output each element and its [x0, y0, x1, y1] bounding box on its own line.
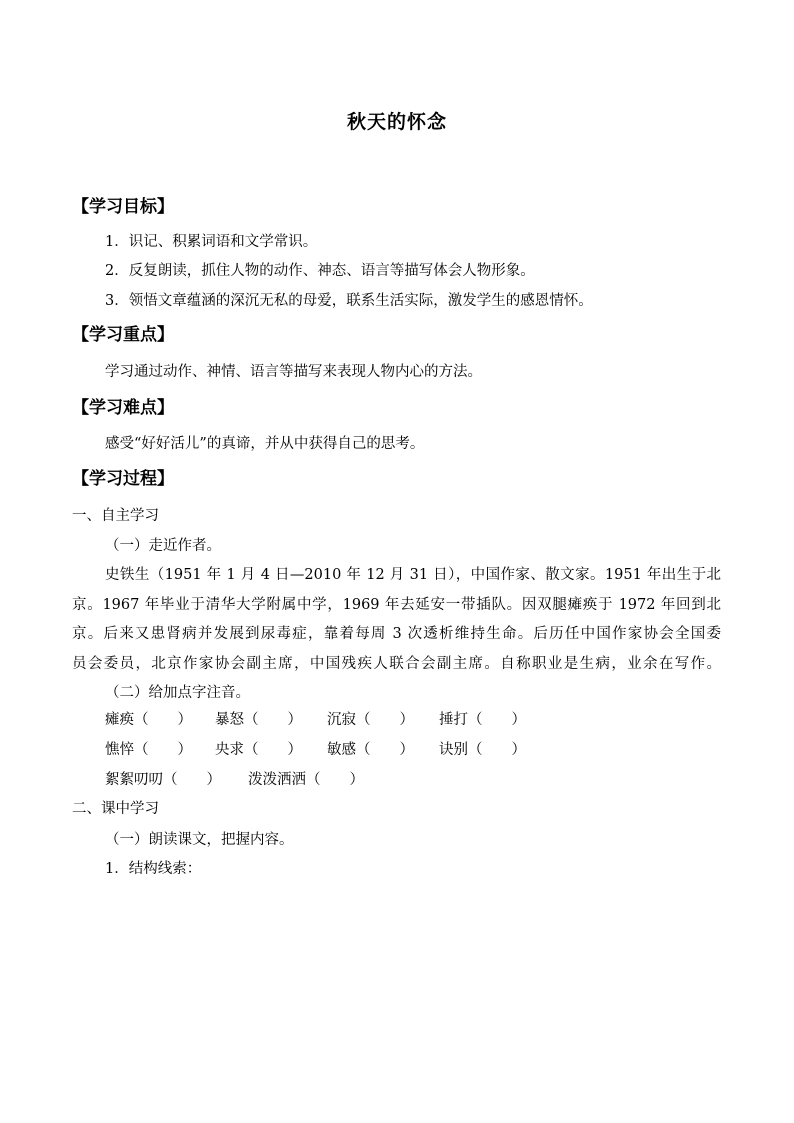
part2-item1: 1．结构线索： [105, 861, 202, 877]
pinyin-item: 敏感（ ） [327, 742, 414, 758]
author-bio-line-2: 京。1967 年毕业于清华大学附属中学，1969 年去延安一带插队。因双腿瘫痪于 1972 年回到北 [72, 597, 721, 613]
goals-heading: 【学习目标】 [72, 197, 174, 217]
pinyin-item: 沉寂（ ） [327, 712, 414, 728]
difficulties-heading: 【学习难点】 [72, 398, 174, 418]
page-title: 秋天的怀念 [346, 111, 447, 133]
pinyin-item: 捶打（ ） [439, 712, 526, 728]
author-bio-line-1: 史铁生（1951 年 1 月 4 日—2010 年 12 月 31 日），中国作家、散文家。1951 年出生于北 [105, 567, 721, 583]
pinyin-row-1 [105, 710, 526, 730]
part1-sub1: （一）走近作者。 [105, 538, 221, 554]
part2-title: 二、课中学习 [72, 801, 159, 817]
pinyin-row-2 [105, 740, 526, 760]
pinyin-item: 瘫痪（ ） [105, 712, 192, 728]
part2-sub1: （一）朗读课文，把握内容。 [105, 832, 294, 848]
part1-sub2: （二）给加点字注音。 [105, 685, 250, 701]
goal-item-3: 3．领悟文章蕴涵的深沉无私的母爱，联系生活实际，激发学生的感恩情怀。 [105, 293, 593, 309]
pinyin-item: 憔悴（ ） [105, 742, 192, 758]
key-points-heading: 【学习重点】 [72, 325, 174, 345]
goal-item-1: 1．识记、积累词语和文学常识。 [105, 234, 318, 250]
goal-item-2: 2．反复朗读，抓住人物的动作、神态、语言等描写体会人物形象。 [105, 263, 535, 279]
author-bio-line-4: 员会委员，北京作家协会副主席，中国残疾人联合会副主席。自称职业是生病，业余在写作。 [72, 656, 721, 672]
pinyin-item: 诀别（ ） [439, 742, 526, 758]
key-points-text: 学习通过动作、神情、语言等描写来表现人物内心的方法。 [105, 364, 482, 380]
author-bio-line-3: 京。后来又患肾病并发展到尿毒症，靠着每周 3 次透析维持生命。后历任中国作家协会全国委 [72, 626, 721, 642]
process-heading: 【学习过程】 [72, 469, 174, 489]
pinyin-item: 央求（ ） [215, 742, 302, 758]
difficulties-text: 感受“好好活儿”的真谛，并从中获得自己的思考。 [105, 436, 425, 452]
pinyin-item: 暴怒（ ） [215, 712, 302, 728]
pinyin-item: 泼泼洒洒（ ） [248, 772, 364, 788]
pinyin-row-3 [105, 770, 364, 790]
pinyin-item: 絮絮叨叨（ ） [105, 772, 221, 788]
part1-title: 一、自主学习 [72, 508, 159, 524]
